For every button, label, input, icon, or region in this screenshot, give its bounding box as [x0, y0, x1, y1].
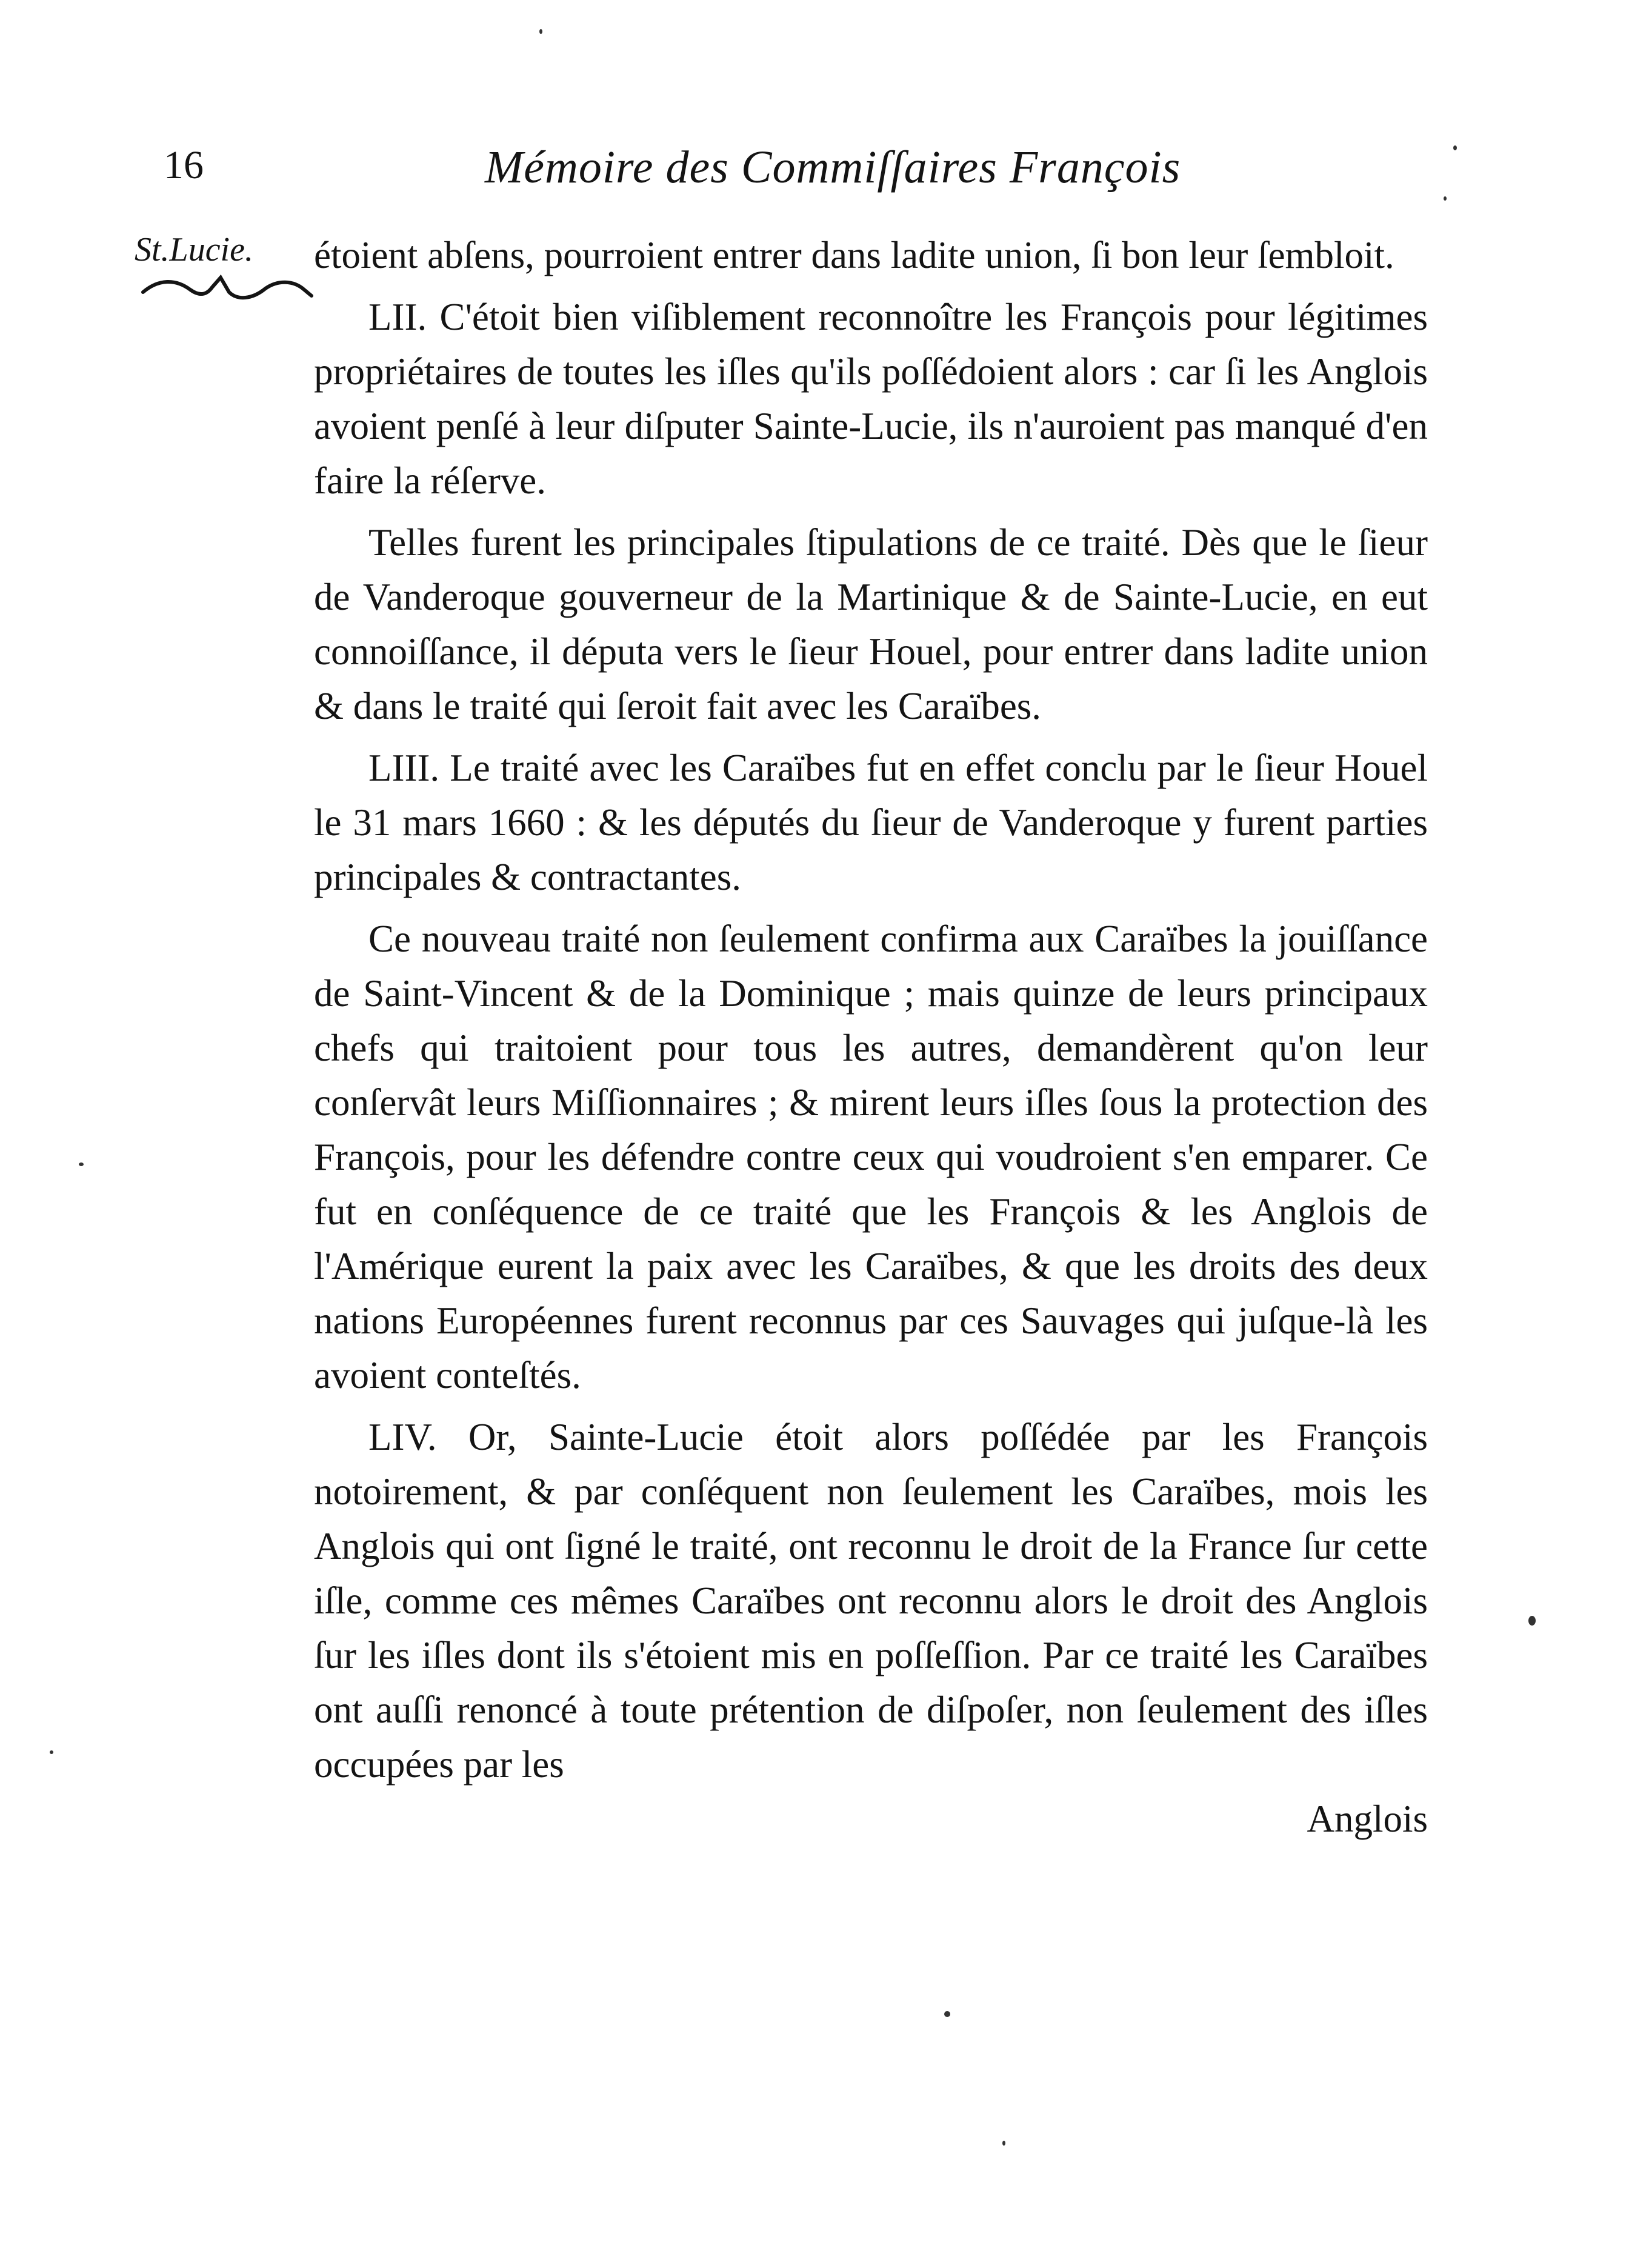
scan-speck [1453, 145, 1457, 150]
paragraph-liii: LIII. Le traité avec les Caraïbes fut en effet conclu par le ſieur Houel le 31 mars 1660 : & les députés du ſieur de Vanderoque y furent parties principales & contractantes. [314, 747, 1428, 898]
running-head: Mémoire des Commiſſaires François [485, 142, 1181, 193]
scan-speck [50, 1750, 53, 1754]
scan-speck [1444, 196, 1447, 201]
paragraph-continuation: étoient abſens, pourroient entrer dans ladite union, ſi bon leur ſembloit. [314, 234, 1394, 276]
paragraph-liv: LIV. Or, Sainte-Lucie étoit alors poſſédée par les François notoirement, & par conſéquent non ſeulement les Caraïbes, mois les Anglois qui ont ſigné le traité, ont reconnu le droit de la France ſur cette iſle, comme ces mêmes Caraïbes ont reconnu alors le droit des Anglois ſur les iſles dont ils s'étoient mis en poſſeſſion. Par ce traité les Caraïbes ont auſſi renoncé à toute prétention de diſpoſer, non ſeulement des iſles occupées par les [314, 1416, 1428, 1786]
scan-speck [1528, 1616, 1536, 1626]
scan-speck [944, 2011, 950, 2017]
paragraph-lii: LII. C'étoit bien viſiblement reconnoître les François pour légitimes propriétaires de toutes les iſles qu'ils poſſédoient alors : car ſi les Anglois avoient penſé à leur diſputer Sainte-Lucie, ils n'auroient pas manqué d'en faire la réſerve. [314, 296, 1428, 502]
paragraph-telles: Telles furent les principales ſtipulations de ce traité. Dès que le ſieur de Vanderoque gouverneur de la Martinique & de Sainte-Lucie, en eut connoiſſance, il députa vers le ſieur Houel, pour entrer dans ladite union & dans le traité qui ſeroit fait avec les Caraïbes. [314, 521, 1428, 727]
scan-speck [1002, 2141, 1005, 2146]
paragraph-ce-nouveau: Ce nouveau traité non ſeulement confirma aux Caraïbes la jouiſſance de Saint-Vincent & de la Dominique ; mais quinze de leurs principaux chefs qui traitoient pour tous les autres, demandèrent qu'on leur conſervât leurs Miſſionnaires ; & mirent leurs iſles ſous la protection des François, pour les défendre contre ceux qui voudroient s'en emparer. Ce fut en conſéquence de ce traité que les François & les Anglois de l'Amérique eurent la paix avec les Caraïbes, & que les droits des deux nations Européennes furent reconnus par ces Sauvages qui juſque-là les avoient conteſtés. [314, 918, 1428, 1396]
scan-speck [79, 1162, 84, 1166]
page-number: 16 [164, 143, 204, 187]
ornament-flourish [141, 274, 315, 304]
catchword: Anglois [1307, 1798, 1428, 1840]
margin-note: St.Lucie. [135, 231, 253, 268]
scan-speck [539, 29, 542, 34]
body-text [314, 228, 1428, 1846]
